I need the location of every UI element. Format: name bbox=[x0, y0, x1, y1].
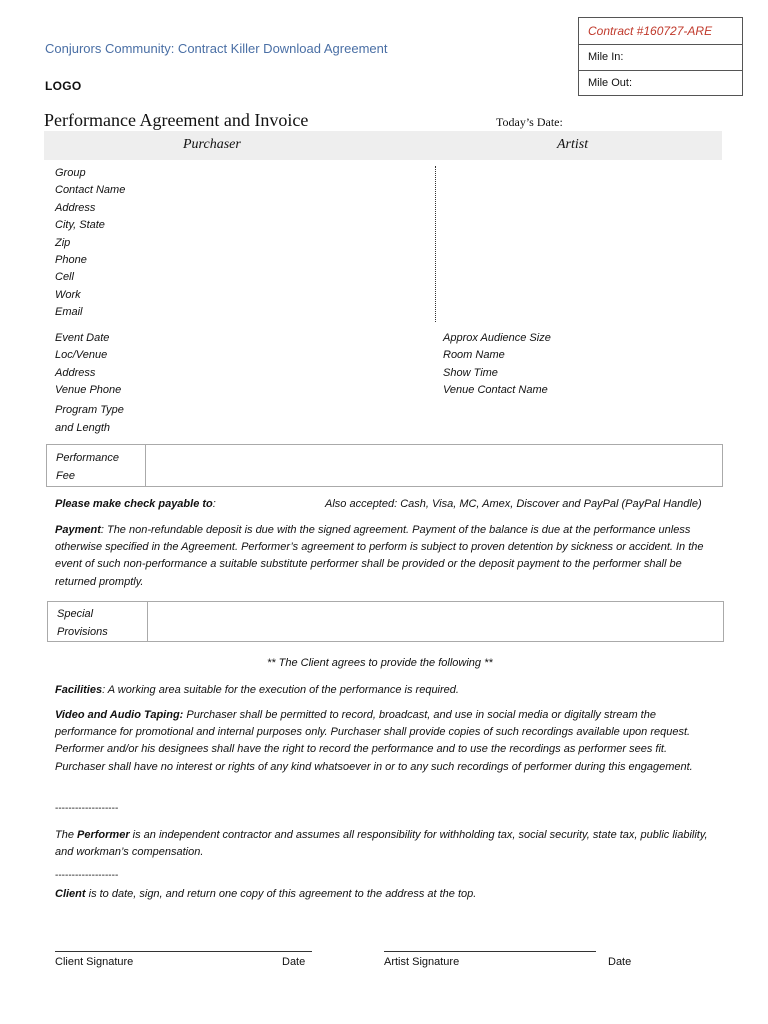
video-label: Video and Audio Taping: bbox=[55, 709, 184, 721]
artist-signature-line bbox=[384, 951, 596, 952]
video-taping-paragraph bbox=[55, 707, 715, 776]
field-loc-venue: Loc/Venue bbox=[55, 349, 108, 362]
document-title: Performance Agreement and Invoice bbox=[44, 110, 309, 130]
program-type-line1: Program Type bbox=[55, 404, 124, 416]
check-payable-line bbox=[55, 498, 216, 510]
contract-number: Contract #160727-ARE bbox=[588, 24, 713, 38]
facilities-paragraph bbox=[55, 682, 715, 699]
mile-out-row bbox=[579, 70, 742, 96]
program-type-line2: and Length bbox=[55, 421, 111, 434]
special-provisions-box bbox=[47, 601, 724, 642]
field-venue-address: Address bbox=[55, 366, 96, 379]
separator-dashes-1: ------------------- bbox=[55, 803, 119, 814]
contract-info-box bbox=[578, 17, 743, 96]
client-signature-line bbox=[55, 951, 312, 952]
facilities-text: : A working area suitable for the execution of the performance is required. bbox=[102, 684, 459, 696]
client-agrees-heading: ** The Client agrees to provide the following ** bbox=[267, 657, 493, 669]
field-venue-phone: Venue Phone bbox=[55, 384, 122, 397]
field-room-name: Room Name bbox=[443, 349, 505, 362]
field-phone: Phone bbox=[55, 254, 87, 267]
artist-heading: Artist bbox=[557, 137, 589, 152]
facilities-label: Facilities bbox=[55, 684, 103, 696]
field-zip: Zip bbox=[55, 236, 71, 249]
field-email: Email bbox=[55, 306, 83, 319]
party-header-band bbox=[44, 131, 722, 160]
logo-placeholder: LOGO bbox=[45, 79, 82, 93]
performance-fee-label-line1: Performance bbox=[56, 452, 119, 464]
field-program-type bbox=[55, 402, 124, 437]
field-event-date: Event Date bbox=[55, 332, 110, 344]
purchaser-fields bbox=[55, 165, 125, 322]
performer-label: Performer bbox=[77, 829, 130, 841]
client-text: is to date, sign, and return one copy of this agreement to the address at the top. bbox=[85, 888, 477, 900]
todays-date-label: Today’s Date: bbox=[496, 115, 563, 129]
payment-paragraph bbox=[55, 522, 715, 591]
performance-fee-box bbox=[46, 444, 723, 487]
contract-number-row bbox=[579, 18, 742, 43]
separator-dashes-2: ------------------- bbox=[55, 870, 119, 881]
performer-pre: The bbox=[55, 829, 78, 841]
mile-in-label: Mile In: bbox=[588, 51, 624, 63]
field-address: Address bbox=[55, 201, 96, 214]
event-right-fields bbox=[443, 330, 551, 400]
client-signature-label: Client Signature bbox=[55, 956, 134, 968]
field-venue-contact: Venue Contact Name bbox=[443, 384, 548, 397]
performance-fee-label-line2: Fee bbox=[56, 469, 75, 482]
special-provisions-label-cell bbox=[48, 602, 148, 641]
payment-methods-accepted: Also accepted: Cash, Visa, MC, Amex, Discover and PayPal (PayPal Handle) bbox=[325, 498, 702, 510]
payment-label: Payment bbox=[55, 524, 101, 536]
field-contact-name: Contact Name bbox=[55, 184, 126, 197]
client-label: Client bbox=[55, 888, 86, 900]
artist-signature-label: Artist Signature bbox=[384, 956, 460, 968]
field-city-state: City, State bbox=[55, 219, 105, 232]
client-date-label: Date bbox=[282, 956, 306, 968]
artist-date-label: Date bbox=[608, 956, 632, 968]
mile-in-row bbox=[579, 44, 742, 70]
client-paragraph bbox=[55, 886, 715, 903]
mile-out-label: Mile Out: bbox=[588, 77, 633, 89]
field-group: Group bbox=[55, 167, 86, 179]
field-show-time: Show Time bbox=[443, 366, 498, 379]
performer-text: is an independent contractor and assumes all responsibility for withholding tax, social security, state tax, public liability, and workman’s compensation. bbox=[55, 829, 708, 859]
document-header-title: Conjurors Community: Contract Killer Download Agreement bbox=[45, 41, 388, 56]
check-payable-colon: : bbox=[212, 498, 216, 510]
video-text: Purchaser shall be permitted to record, broadcast, and use in social media or digitally stream the performance for promotional and internal purposes only. Purchaser shall provide copies of such recordings available upon request. Performer and/or his designees shall have the right to record the performance and to use the recordings as performer sees fit. Purchaser shall have no interest or rights of any kind whatsoever in or to any such recordings of performer during this engagement. bbox=[55, 709, 693, 773]
performance-fee-label-cell bbox=[47, 445, 146, 486]
special-provisions-line2: Provisions bbox=[57, 625, 108, 638]
field-work: Work bbox=[55, 288, 81, 301]
special-provisions-line1: Special bbox=[57, 608, 94, 620]
column-divider bbox=[435, 166, 436, 322]
field-audience-size: Approx Audience Size bbox=[443, 332, 551, 344]
field-cell: Cell bbox=[55, 271, 74, 284]
event-fields bbox=[55, 330, 121, 400]
check-payable-label: Please make check payable to bbox=[55, 498, 213, 510]
payment-text: : The non-refundable deposit is due with the signed agreement. Payment of the balance is due at the performance unless otherwise specified in the Agreement. Performer’s agreement to perform is subject to proven detention by sickness or accident. In the event of such non-performance a suitable substitute performer shall be provided or the deposit payment to the performer shall be returned promptly. bbox=[55, 524, 704, 588]
performer-paragraph bbox=[55, 827, 715, 861]
purchaser-heading: Purchaser bbox=[183, 137, 241, 152]
